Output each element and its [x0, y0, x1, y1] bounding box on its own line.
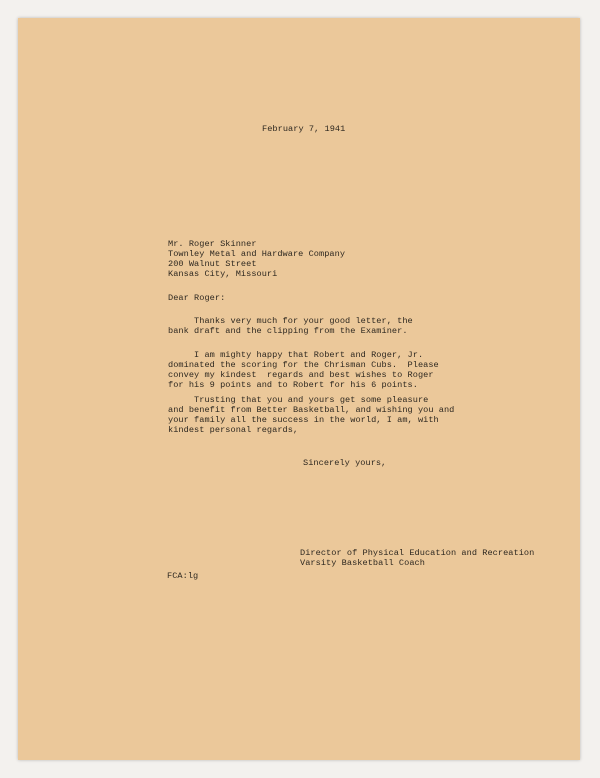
paragraph-line: Thanks very much for your good letter, the	[168, 316, 413, 326]
paragraph-line: I am mighty happy that Robert and Roger, Jr.	[168, 350, 424, 360]
letter-page	[18, 18, 580, 760]
paragraph-line: convey my kindest regards and best wishes to Roger	[168, 370, 434, 380]
recipient-name: Mr. Roger Skinner	[168, 239, 257, 249]
salutation: Dear Roger:	[168, 293, 226, 303]
signature-block	[300, 548, 534, 568]
body-paragraph-2	[168, 350, 439, 390]
paragraph-line: Trusting that you and yours get some pleasure	[168, 395, 429, 405]
recipient-city: Kansas City, Missouri	[168, 269, 278, 279]
paragraph-line: and benefit from Better Basketball, and wishing you and	[168, 405, 455, 415]
signature-title: Director of Physical Education and Recreation	[300, 548, 535, 558]
paragraph-line: dominated the scoring for the Chrisman Cubs. Please	[168, 360, 439, 370]
recipient-street: 200 Walnut Street	[168, 259, 257, 269]
paragraph-line: bank draft and the clipping from the Examiner.	[168, 326, 408, 336]
letter-date: February 7, 1941	[262, 124, 346, 134]
paragraph-line: your family all the success in the world, I am, with	[168, 415, 439, 425]
body-paragraph-1	[168, 316, 413, 336]
paragraph-line: for his 9 points and to Robert for his 6 points.	[168, 380, 418, 390]
recipient-company: Townley Metal and Hardware Company	[168, 249, 346, 259]
closing: Sincerely yours,	[303, 458, 387, 468]
recipient-address	[168, 239, 345, 279]
body-paragraph-3	[168, 395, 454, 435]
typist-initials: FCA:lg	[167, 571, 199, 581]
paragraph-line: kindest personal regards,	[168, 425, 299, 435]
signature-subtitle: Varsity Basketball Coach	[300, 558, 425, 568]
